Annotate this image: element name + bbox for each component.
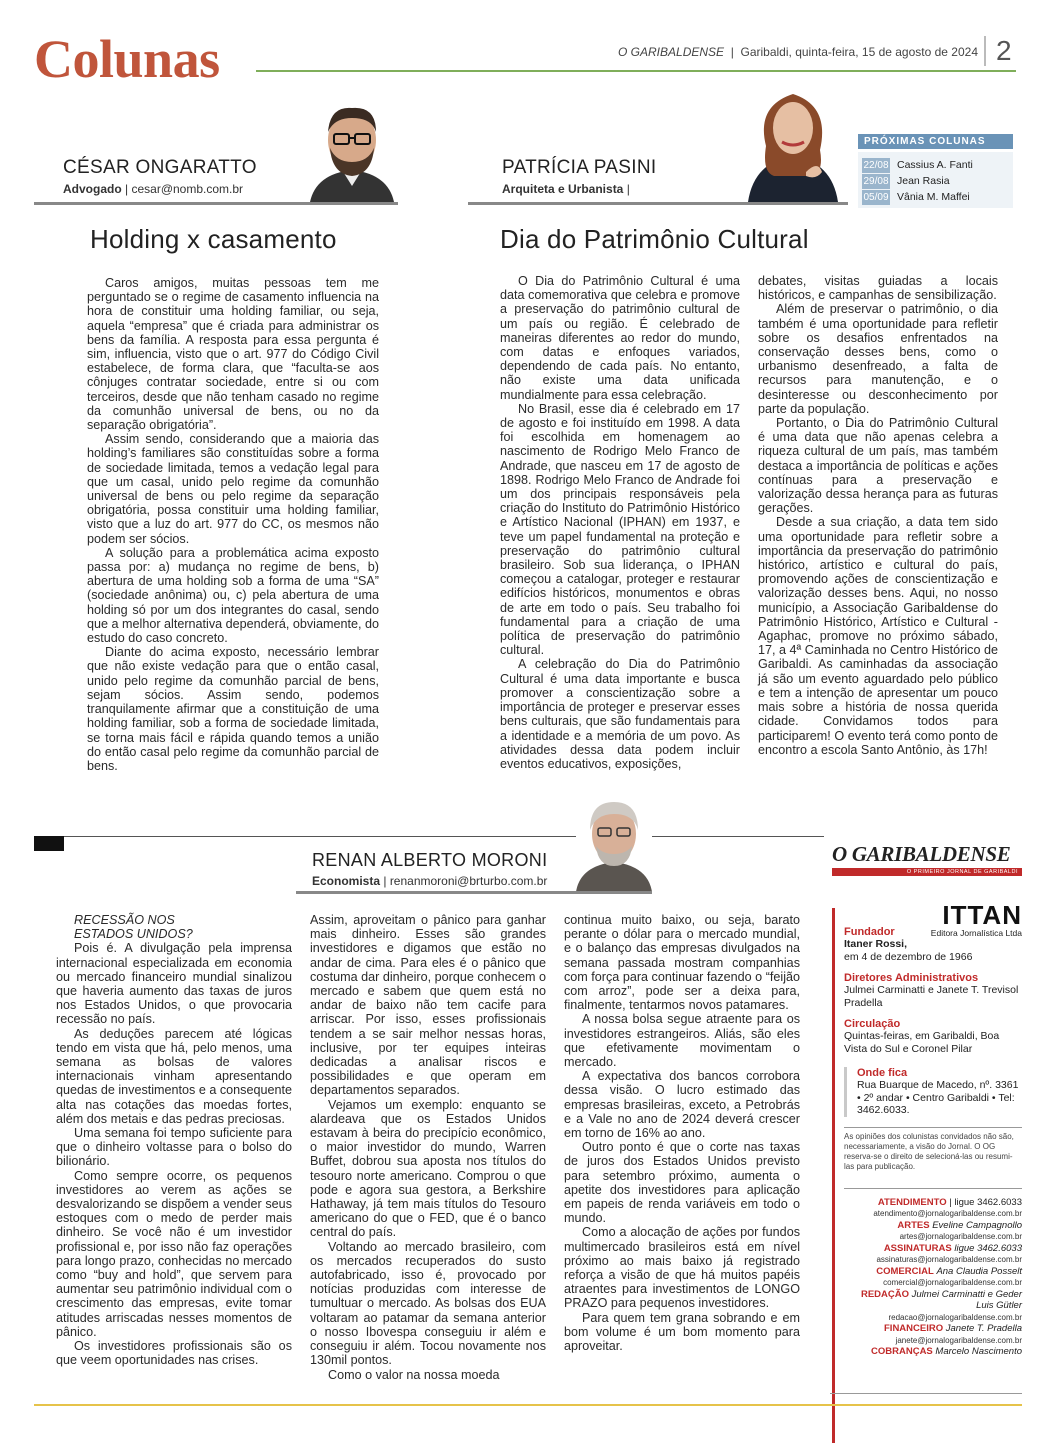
article-kicker: RECESSÃO NOS ESTADOS UNIDOS? bbox=[74, 913, 193, 942]
paragraph: Pois é. A divulgação pela imprensa internacional especializada em economia ou mercado financeiro mundial sinalizou que haveria aumento das taxas de juros nos Estados Unidos, o que provocaria recessão no país. bbox=[56, 941, 292, 1027]
header-rule bbox=[256, 70, 1016, 72]
paragraph: Outro ponto é que o corte nas taxas de juros dos Estados Unidos previsto para setembro próximo, aumenta o apetite dos investidores para aplicação em papeis de renda variáveis em todo o mundo. bbox=[564, 1140, 800, 1226]
next-column-item bbox=[858, 173, 1013, 189]
author-photo-renan bbox=[576, 790, 652, 892]
sidebar-accent-line bbox=[832, 908, 835, 1443]
paper-name: O GARIBALDENSE bbox=[618, 45, 725, 59]
paragraph: O Dia do Patrimônio Cultural é uma data comemorativa que celebra e promove a preservação do patrimônio cultural de um país ou região. É celebrado de maneiras diferentes ao redor do mundo, com datas e enfoques variados, dependendo de cada país. No entanto, não existe uma data unificada mundialmente para essa celebração. bbox=[500, 274, 740, 402]
author-email[interactable]: renanmoroni@brturbo.com.br bbox=[389, 874, 548, 888]
publisher-subtitle: Editora Jornalística Ltda bbox=[930, 928, 1022, 938]
bottom-rule bbox=[34, 1404, 1022, 1406]
contact-email[interactable]: redacao@jornalogaribaldense.com.br bbox=[888, 1312, 1022, 1322]
contact-email[interactable]: assinaturas@jornalogaribaldense.com.br bbox=[876, 1255, 1022, 1264]
date-line: Garibaldi, quinta-feira, 15 de agosto de 2024 bbox=[740, 45, 978, 59]
next-columns-box bbox=[858, 134, 1013, 208]
contact-item: ARTES Eveline Campagnollo bbox=[897, 1219, 1022, 1231]
contact-email[interactable]: artes@jornalogaribaldense.com.br bbox=[899, 1232, 1022, 1241]
paragraph: A solução para a problemática acima exposto passa por: a) mudança no regime de bens, b) abertura de uma holding sob a forma de uma “SA” (sociedade anônima) ou, c) pela abertura de uma holding só por um dos integrantes do casal, sendo que a melhor alternativa dependerá, obviamente, do estudo do caso concreto. bbox=[87, 545, 379, 646]
sidebar-bottom-rule bbox=[830, 1393, 1022, 1394]
paragraph: Como sempre ocorre, os pequenos investidores ao verem as ações se desvalorizando se dispõem a vender seus estoques com o medo de perder mais dinheiro. Se você não é um investidor profissional e, por isso não faz operações para longo prazo, conhecidas no mercado como “buy and hold”, que servem para aumentar seu patrimônio individual com o crescimento das empresas, evite tomar atitudes arriscadas nesses momentos de pânico. bbox=[56, 1168, 292, 1339]
next-column-name: Cassius A. Fanti bbox=[897, 159, 973, 171]
article-body-recessao-col2 bbox=[310, 913, 546, 1382]
author-name: PATRÍCIA PASINI bbox=[502, 157, 657, 178]
paragraph: Os investidores profissionais são os que veem oportunidades nas crises. bbox=[56, 1339, 292, 1368]
section-marker bbox=[34, 836, 64, 851]
address-block bbox=[844, 1067, 1022, 1117]
article-body-patrimonio-left bbox=[500, 274, 740, 771]
author-role: Arquiteta e Urbanista bbox=[502, 182, 624, 196]
expedient-sidebar bbox=[832, 842, 1022, 1392]
paragraph: Além de preservar o patrimônio, o dia também é uma oportunidade para refletir sobre os desafios enfrentados na conservação desses bens, como o urbanismo desenfreado, a falta de recursos para manutenção, e o desinteresse ou desconhecimento por parte da população. bbox=[758, 302, 998, 416]
paragraph: Desde a sua criação, a data tem sido uma oportunidade para refletir sobre a importância da preservação do patrimônio histórico, artístico e cultural do país, promovendo ações de conscientização e valorização desses bens. Aqui, no nosso município, a Associação Garibaldense do Patrimônio Histórico, Artístico e Cultural - Agaphac, promove no próximo sábado, 17, a 4ª Caminhada no Centro Histórico de Garibaldi. As caminhadas da associação já são um evento aguardado pelo público e tem a intenção de apresentar um pouco mais sobre a história de nossa querida cidade. Convidamos todos para participarem! O evento terá como ponto de encontro a escola Santo Antônio, às 17h! bbox=[758, 515, 998, 757]
next-column-item bbox=[858, 189, 1013, 205]
contact-item: ATENDIMENTO | ligue 3462.6033 bbox=[877, 1196, 1022, 1208]
author-name: RENAN ALBERTO MORONI bbox=[312, 850, 548, 870]
section-divider bbox=[34, 836, 824, 837]
paragraph: A celebração do Dia do Patrimônio Cultural é uma data importante e busca promover a conscientização sobre a importância de proteger e preservar esses bens culturais, que são fundamentais para a identidade e a memória de um povo. As atividades dessa data podem incluir eventos educativos, exposições, bbox=[500, 657, 740, 771]
paragraph: Uma semana foi tempo suficiente para que o dinheiro voltasse para o bolso do bilionário. bbox=[56, 1126, 292, 1169]
paragraph: debates, visitas guiadas a locais históricos, e campanhas de sensibilização. bbox=[758, 274, 998, 303]
paragraph: A nossa bolsa segue atraente para os investidores estrangeiros. Aliás, são eles que efetivamente movimentam o mercado. bbox=[564, 1012, 800, 1070]
author-block-renan: RENAN ALBERTO MORONI Economista | renanmoroni@brturbo.com.br bbox=[312, 850, 582, 888]
next-column-date: 05/09 bbox=[863, 191, 889, 203]
author-rule bbox=[296, 891, 652, 894]
newspaper-logo: O GARIBALDENSE bbox=[832, 842, 1011, 866]
founder-label: Fundador bbox=[844, 926, 895, 938]
paragraph: Assim sendo, considerando que a maioria das holding’s familiares são constituídas sobre a forma de sociedade limitada, temos a vedação legal para que um casal, unido pelo regime da comunhão universal de bens ou pelo regime da separação obrigatória, possa constituir uma holding familiar, visto que a luz do art. 977 do CC, os mesmos não podem ser sócios. bbox=[87, 432, 379, 546]
author-name: CÉSAR ONGARATTO bbox=[63, 157, 257, 178]
paragraph: A expectativa dos bancos corrobora dessa visão. O lucro estimado das empresas brasileiras, exceto, a Petrobrás e a Vale no ano de 2024 deverá crescer em torno de 16% ao ano. bbox=[564, 1069, 800, 1141]
next-column-item bbox=[858, 157, 1013, 173]
masthead-info: O GARIBALDENSE | Garibaldi, quinta-feira, 15 de agosto de 2024 bbox=[618, 45, 978, 59]
address-label: Onde fica bbox=[857, 1067, 908, 1079]
paragraph: No Brasil, esse dia é celebrado em 17 de agosto e foi instituído em 1998. A data foi escolhida em homenagem ao nascimento de Rodrigo Melo Franco de Andrade, que nasceu em 17 de agosto de 1898. Rodrigo Melo Franco de Andrade foi um dos principais responsáveis pela criação do Instituto do Patrimônio Histórico e Artístico Nacional (IPHAN) em 1937, e teve um papel fundamental na proteção e preservação do patrimônio cultural brasileiro. Sob sua liderança, o IPHAN começou a catalogar, proteger e restaurar edifícios históricos, monumentos e obras de arte em todo o país. Seu trabalho foi fundamental para a criação de uma política de preservação do patrimônio cultural. bbox=[500, 401, 740, 658]
paragraph: Diante do acima exposto, necessário lembrar que não existe vedação para que o então casal, unido pelo regime da comunhão parcial de bens, sejam sócios. Assim sendo, podemos tranquilamente afirmar que a constituição de uma holding familiar, sob a forma de sociedade limitada, se torna mais fácil e rápida quando temos a união do então casal pelo regime da comunhão parcial de bens. bbox=[87, 645, 379, 773]
paragraph: Como o valor na nossa moeda bbox=[328, 1367, 500, 1382]
paragraph: As deduções parecem até lógicas tendo em vista que há, pelo menos, uma semana as bolsas de valores internacionais vinham apresentando quedas de investimentos e a consequente alta nas cotações das moedas fortes, além dos metais e das pedras preciosas. bbox=[56, 1026, 292, 1126]
section-title: Colunas bbox=[34, 29, 220, 89]
newspaper-tagline: O PRIMEIRO JORNAL DE GARIBALDI bbox=[832, 868, 1022, 876]
next-column-date: 22/08 bbox=[863, 159, 889, 171]
circulation: Quintas-feiras, em Garibaldi, Boa Vista do Sul e Coronel Pilar bbox=[844, 1030, 1000, 1055]
contact-item: FINANCEIRO Janete T. Pradella bbox=[884, 1323, 1022, 1334]
paragraph: Vejamos um exemplo: enquanto se alardeava que os Estados Unidos estavam à beira do precipício econômico, o maior investidor do mundo, Warren Buffet, dobrou sua aposta nos títulos do tesouro norte americano. Comprou o que pode e agora sua gestora, a Berkshire Hathaway, já tem mais títulos do Tesouro americano do que o FED, que é o banco central do país. bbox=[310, 1097, 546, 1240]
paragraph: Como a alocação de ações por fundos multimercado brasileiros está em nível próximo ao mais baixo já registrado reforça a visão de que há muitos papéis atraentes para investimentos de LONGO PRAZO para pequenos investidores. bbox=[564, 1225, 800, 1311]
author-rule bbox=[468, 202, 848, 205]
page-number: 2 bbox=[984, 36, 1012, 66]
contact-item: ASSINATURAS ligue 3462.6033 bbox=[883, 1242, 1022, 1254]
author-block-cesar: CÉSAR ONGARATTO Advogado | cesar@nomb.com.br bbox=[63, 157, 323, 196]
next-column-name: Vânia M. Maffei bbox=[897, 191, 970, 203]
headline-patrimonio: Dia do Patrimônio Cultural bbox=[500, 224, 809, 254]
contact-item: REDAÇÃO Julmei Carminatti e Geder Luis Gütler bbox=[860, 1288, 1022, 1311]
address: Rua Buarque de Macedo, nº. 3361 • 2º andar • Centro Garibaldi • Tel: 3462.6033. bbox=[857, 1079, 1019, 1116]
contact-item: COBRANÇAS Marcelo Nascimento bbox=[871, 1346, 1022, 1357]
next-column-name: Jean Rasia bbox=[897, 175, 950, 187]
directors-label: Diretores Administrativos bbox=[844, 972, 979, 984]
contact-item: COMERCIAL Ana Claudia Posselt bbox=[876, 1265, 1022, 1277]
article-body-holding bbox=[87, 276, 379, 773]
next-columns-title: PRÓXIMAS COLUNAS bbox=[858, 134, 1013, 149]
contact-email[interactable]: atendimento@jornalogaribaldense.com.br bbox=[873, 1209, 1022, 1218]
article-body-patrimonio-right bbox=[758, 274, 998, 757]
paragraph: Portanto, o Dia do Patrimônio Cultural é uma data que não apenas celebra a riqueza cultural de um país, mas também destaca a importância de políticas e ações contínuas para a preservação e valorização dessa herança para as futuras gerações. bbox=[758, 416, 998, 516]
author-role: Advogado bbox=[63, 182, 122, 196]
author-email[interactable]: cesar@nomb.com.br bbox=[131, 182, 244, 196]
founder-date: em 4 de dezembro de 1966 bbox=[844, 950, 973, 963]
contact-email[interactable]: comercial@jornalogaribaldense.com.br bbox=[883, 1278, 1022, 1287]
circulation-label: Circulação bbox=[844, 1018, 901, 1030]
author-photo-patricia bbox=[748, 76, 838, 202]
paragraph: Para quem tem grana sobrando e em bom volume é um bom momento para aproveitar. bbox=[564, 1310, 800, 1354]
founder-name: Itaner Rossi, bbox=[844, 938, 908, 950]
author-role: Economista bbox=[312, 874, 381, 888]
author-block-patricia: PATRÍCIA PASINI Arquiteta e Urbanista | bbox=[502, 157, 742, 196]
contact-email[interactable]: janete@jornalogaribaldense.com.br bbox=[895, 1335, 1022, 1345]
publisher-logo: ITTAN bbox=[942, 900, 1022, 930]
paragraph: Voltando ao mercado brasileiro, com os mercados recuperados do susto autofabricado, isso é, provocado por notícias produzidas com interesse de tumultuar o mercado. As bolsas dos EUA voltaram ao patamar da semana anterior o nosso Ibovespa conseguiu ir além e conseguiu ir além. Tocou novamente nos 130mil pontos. bbox=[310, 1239, 546, 1368]
article-body-recessao-col1 bbox=[56, 913, 292, 1368]
next-column-date: 29/08 bbox=[863, 175, 889, 187]
headline-holding: Holding x casamento bbox=[90, 224, 337, 254]
paragraph: Caros amigos, muitas pessoas tem me perguntado se o regime de casamento influencia na hora de constituir uma holding familiar, ou seja, aquela “empresa” que é criada para administrar os bens da família. A resposta para essa pergunta é sim, influencia, visto que o art. 977 do Código Civil estabelece, de forma clara, que “faculta-se aos cônjuges contratar sociedade, entre si ou com terceiros, desde que não tenham casado no regime da comunhão universal de bens, ou no da separação obrigatória”. bbox=[87, 276, 379, 433]
directors: Julmei Carminatti e Janete T. Trevisol Pradella bbox=[844, 984, 1019, 1009]
contacts-list bbox=[844, 1188, 1022, 1358]
article-body-recessao-col3 bbox=[564, 913, 800, 1353]
author-rule bbox=[34, 202, 398, 205]
disclaimer: As opiniões dos colunistas convidados não são, necessariamente, a visão do Jornal. O OG reserva-se o direito de selecioná-las ou resumi-las para publicação. bbox=[844, 1131, 1014, 1171]
paragraph: Assim, aproveitam o pânico para ganhar mais dinheiro. Esses são grandes investidores e digamos que estão no andar de cima. Para eles é o pânico que costuma dar dinheiro, porque conhecem o mercado e sabem que quem está no andar de baixo não tem cacife para arriscar. Por isso, esses profissionais tendem a se sair melhor nessas horas, inclusive, por ter equipes inteiras dedicadas a analisar riscos e possibilidades e que operam em departamentos separados. bbox=[310, 913, 546, 1098]
paragraph: continua muito baixo, ou seja, barato perante o dólar para o mercado mundial, e o balanço das empresas divulgados na semana passada mostram companhias com força para continuar fazendo o “feijão com arroz”, pode ser a deixa para, finalmente, tentarmos novos patamares. bbox=[564, 913, 800, 1013]
